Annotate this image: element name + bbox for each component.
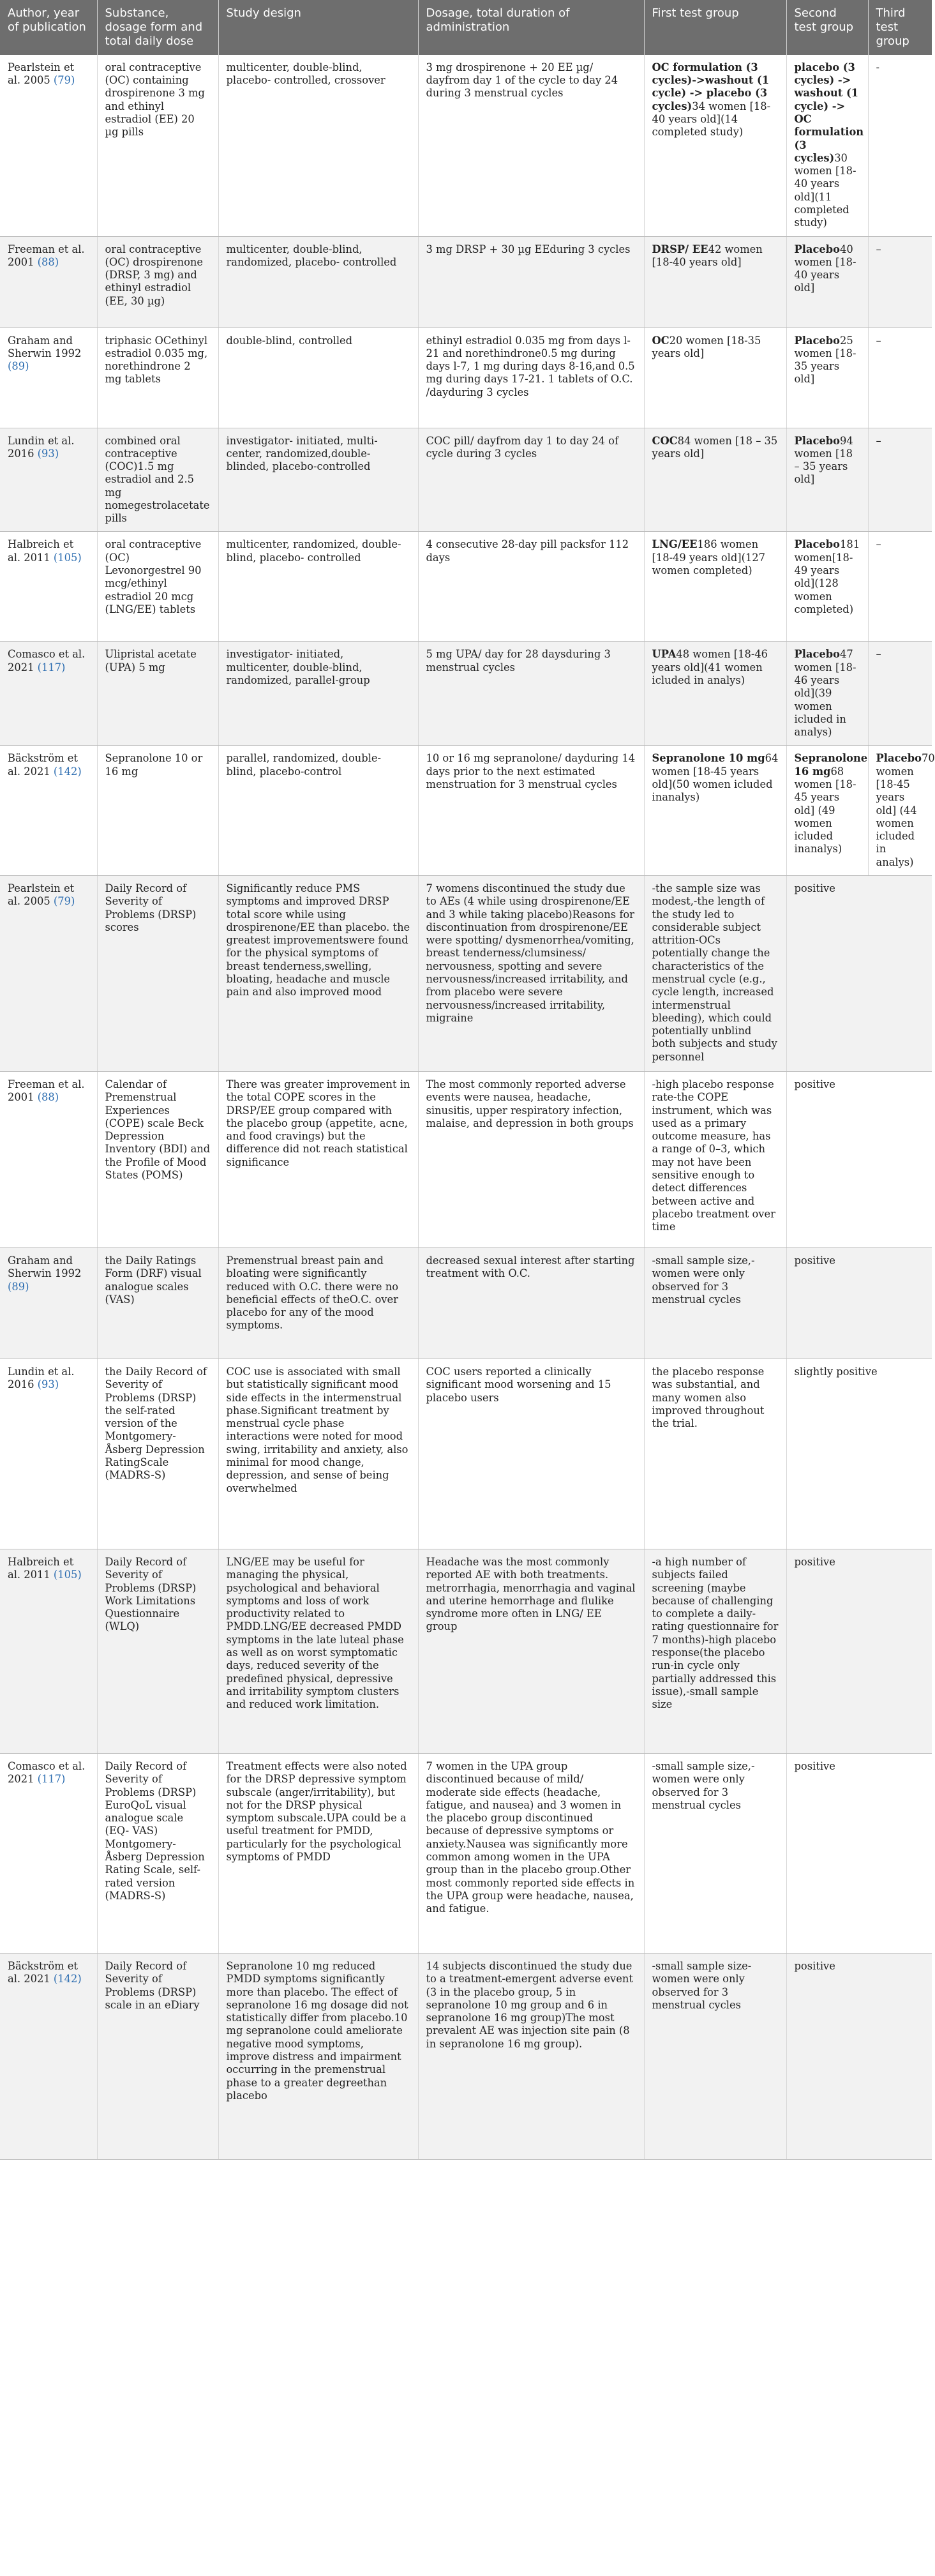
table-row [0,1753,932,1953]
first-group-cell: LNG/EE186 women [18-49 years old](127 women completed) [644,532,786,642]
author-cell: Halbreich et al. 2011 (105) [0,1549,97,1753]
dosage-cell: ethinyl estradiol 0.035 mg from days l-21 and norethindrone0.5 mg during days l-7, 1 mg during days 8-16,and 0.5 mg during days 17-21. 1 tablets of O.C. /dayduring 3 cycles [418,328,644,428]
scale-cell: Daily Record of Severity of Problems (DRSP) EuroQoL visual analogue scale (EQ- VAS) Montgomery-Åsberg Depression Rating Scale, self-rated version (MADRS-S) [97,1753,218,1953]
table-row [0,1071,932,1247]
reference-link[interactable]: (105) [53,551,82,564]
adverse-events-cell: The most commonly reported adverse events were nausea, headache, sinusitis, upper respiratory infection, malaise, and depression in both groups [418,1071,644,1247]
author-cell: Comasco et al. 2021 (117) [0,642,97,746]
second-group-cell: Placebo94 women [18 – 35 years old] [786,428,868,532]
result-cell: positive [786,1247,932,1359]
design-cell: parallel, randomized, double-blind, placebo-control [218,746,418,876]
third-group-cell: Placebo70 women [18-45 years old] (44 women icluded in analys) [868,746,932,876]
result-cell: positive [786,875,932,1071]
author-cell: Pearlstein et al. 2005 (79) [0,875,97,1071]
dosage-cell: 3 mg drospirenone + 20 EE µg/ dayfrom day 1 of the cycle to day 24 during 3 menstrual cycles [418,55,644,236]
adverse-events-cell: COC users reported a clinically significant mood worsening and 15 placebo users [418,1359,644,1549]
table-row [0,1359,932,1549]
result-cell: slightly positive [786,1359,932,1549]
table-row [0,1247,932,1359]
limitations-cell: -small sample size,-women were only observed for 3 menstrual cycles [644,1247,786,1359]
first-group-cell: DRSP/ EE42 women [18-40 years old] [644,236,786,328]
author-cell: Pearlstein et al. 2005 (79) [0,55,97,236]
adverse-events-cell: Headache was the most commonly reported AE with both treatments. metrorrhagia, menorrhagia and vaginal and uterine hemorrhage and flulike syndrome more often in LNG/ EE group [418,1549,644,1753]
substance-cell: triphasic OCethinyl estradiol 0.035 mg, norethindrone 2 mg tablets [97,328,218,428]
table-row [0,1953,932,2159]
scale-cell: Calendar of Premenstrual Experiences (COPE) scale Beck Depression Inventory (BDI) and the Profile of Mood States (POMS) [97,1071,218,1247]
second-group-cell: placebo (3 cycles) -> washout (1 cycle) -> OC formulation (3 cycles)30 women [18-40 years old](11 completed study) [786,55,868,236]
result-cell: positive [786,1549,932,1753]
reference-link[interactable]: (117) [37,1773,66,1786]
header-author: Author, year of publication [0,0,97,55]
table-row [0,55,932,236]
second-group-cell: Placebo181 women[18-49 years old](128 women completed) [786,532,868,642]
limitations-cell: -high placebo response rate-the COPE instrument, which was used as a primary outcome measure, has a range of 0–3, which may not have been sensitive enough to detect differences between active and placebo treatment over time [644,1071,786,1247]
table-row [0,236,932,328]
design-cell: multicenter, double-blind, randomized, placebo- controlled [218,236,418,328]
table-row [0,746,932,876]
design-cell: multicenter, double-blind, placebo- controlled, crossover [218,55,418,236]
scale-cell: Daily Record of Severity of Problems (DRSP) scores [97,875,218,1071]
outcome-cell: Sepranolone 10 mg reduced PMDD symptoms significantly more than placebo. The effect of sepranolone 16 mg dosage did not statistically differ from placebo.10 mg sepranolone could ameliorate negative mood symptoms, improve distress and impairment occurring in the premenstrual phase to a greater degreethan placebo [218,1953,418,2159]
scale-cell: Daily Record of Severity of Problems (DRSP) scale in an eDiary [97,1953,218,2159]
author-cell: Graham and Sherwin 1992 (89) [0,1247,97,1359]
scale-cell: the Daily Record of Severity of Problems (DRSP) the self-rated version of the Montgomery-Åsberg Depression RatingScale (MADRS-S) [97,1359,218,1549]
third-group-cell: – [868,642,932,746]
dosage-cell: 5 mg UPA/ day for 28 daysduring 3 menstrual cycles [418,642,644,746]
reference-link[interactable]: (88) [37,255,59,268]
first-group-cell: OC formulation (3 cycles)->washout (1 cycle) -> placebo (3 cycles)34 women [18-40 years old](14 completed study) [644,55,786,236]
first-group-cell: OC20 women [18-35 years old] [644,328,786,428]
third-group-cell: – [868,428,932,532]
author-cell: Bäckström et al. 2021 (142) [0,1953,97,2159]
second-group-cell: Placebo47 women [18-46 years old](39 women icluded in analys) [786,642,868,746]
reference-link[interactable]: (142) [53,765,82,778]
reference-link[interactable]: (88) [37,1091,59,1104]
header-first-group: First test group [644,0,786,55]
design-cell: multicenter, randomized, double-blind, placebo- controlled [218,532,418,642]
reference-link[interactable]: (93) [37,1378,59,1391]
author-cell: Halbreich et al. 2011 (105) [0,532,97,642]
author-cell: Lundin et al. 2016 (93) [0,428,97,532]
header-substance: Substance, dosage form and total daily dose [97,0,218,55]
outcome-cell: There was greater improvement in the total COPE scores in the DRSP/EE group compared with the placebo group (appetite, acne, and food cravings) but the difference did not reach statistical significance [218,1071,418,1247]
result-cell: positive [786,1071,932,1247]
second-group-cell: Placebo40 women [18-40 years old] [786,236,868,328]
limitations-cell: -the sample size was modest,-the length of the study led to considerable subject attrition-OCs potentially change the characteristics of the menstrual cycle (e.g., cycle length, increased intermenstrual bleeding), which could potentially unblind both subjects and study personnel [644,875,786,1071]
author-cell: Freeman et al. 2001 (88) [0,236,97,328]
substance-cell: Ulipristal acetate (UPA) 5 mg [97,642,218,746]
scale-cell: the Daily Ratings Form (DRF) visual analogue scales (VAS) [97,1247,218,1359]
third-group-cell: – [868,532,932,642]
scale-cell: Daily Record of Severity of Problems (DRSP) Work Limitations Questionnaire (WLQ) [97,1549,218,1753]
reference-link[interactable]: (105) [53,1569,82,1581]
adverse-events-cell: 7 women in the UPA group discontinued because of mild/ moderate side effects (headache, fatigue, and nausea) and 3 women in the placebo group discontinued because of depressive symptoms or anxiety.Nausea was significantly more common among women in the UPA group than in the placebo group.Other most commonly reported side effects in the UPA group were headache, nausea, and fatigue. [418,1753,644,1953]
reference-link[interactable]: (79) [53,74,75,87]
author-cell: Lundin et al. 2016 (93) [0,1359,97,1549]
substance-cell: Sepranolone 10 or 16 mg [97,746,218,876]
third-group-cell: - [868,55,932,236]
second-group-cell: Placebo25 women [18-35 years old] [786,328,868,428]
adverse-events-cell: decreased sexual interest after starting treatment with O.C. [418,1247,644,1359]
adverse-events-cell: 7 womens discontinued the study due to AEs (4 while using drospirenone/EE and 3 while taking placebo)Reasons for discontinuation from drospirenone/EE were spotting/ dysmenorrhea/vomiting, breast tenderness/clumsiness/ nervousness, spotting and severe nervousness/increased irritability, and from placebo were severe nervousness/increased irritability, migraine [418,875,644,1071]
header-second-group: Second test group [786,0,868,55]
author-cell: Comasco et al. 2021 (117) [0,1753,97,1953]
table-row [0,532,932,642]
first-group-cell: UPA48 women [18-46 years old](41 women icluded in analys) [644,642,786,746]
reference-link[interactable]: (93) [37,447,59,460]
first-group-cell: COC84 women [18 – 35 years old] [644,428,786,532]
limitations-cell: -small sample size,-women were only observed for 3 menstrual cycles [644,1753,786,1953]
substance-cell: oral contraceptive (OC) Levonorgestrel 90 mcg/ethinyl estradiol 20 mcg (LNG/EE) tablets [97,532,218,642]
dosage-cell: 10 or 16 mg sepranolone/ dayduring 14 days prior to the next estimated menstruation for 3 menstrual cycles [418,746,644,876]
substance-cell: oral contraceptive (OC) drospirenone (DRSP, 3 mg) and ethinyl estradiol (EE, 30 µg) [97,236,218,328]
design-cell: investigator- initiated, multi- center, randomized,double- blinded, placebo-controlled [218,428,418,532]
dosage-cell: COC pill/ dayfrom day 1 to day 24 of cycle during 3 cycles [418,428,644,532]
limitations-cell: -small sample size-women were only observed for 3 menstrual cycles [644,1953,786,2159]
table-row [0,1549,932,1753]
design-cell: investigator- initiated, multicenter, double-blind, randomized, parallel-group [218,642,418,746]
reference-link[interactable]: (89) [8,1280,29,1293]
outcome-cell: LNG/EE may be useful for managing the physical, psychological and behavioral symptoms and loss of work productivity related to PMDD.LNG/EE decreased PMDD symptoms in the late luteal phase as well as on worst symptomatic days, reduced severity of the predefined physical, depressive and irritability symptom clusters and reduced work limitation. [218,1549,418,1753]
dosage-cell: 3 mg DRSP + 30 µg EEduring 3 cycles [418,236,644,328]
outcome-cell: Treatment effects were also noted for the DRSP depressive symptom subscale (anger/irritability), but not for the DRSP physical symptom subscale.UPA could be a useful treatment for PMDD, particularly for the psychological symptoms of PMDD [218,1753,418,1953]
reference-link[interactable]: (117) [37,661,66,674]
table-row [0,642,932,746]
dosage-cell: 4 consecutive 28-day pill packsfor 112 days [418,532,644,642]
outcome-cell: Premenstrual breast pain and bloating were significantly reduced with O.C. there were no beneficial effects of theO.C. over placebo for any of the mood symptoms. [218,1247,418,1359]
header-study-design: Study design [218,0,418,55]
result-cell: positive [786,1953,932,2159]
table-row [0,328,932,428]
substance-cell: combined oral contraceptive (COC)1.5 mg estradiol and 2.5 mg nomegestrolacetate pills [97,428,218,532]
author-cell: Bäckström et al. 2021 (142) [0,746,97,876]
third-group-cell: – [868,328,932,428]
author-cell: Freeman et al. 2001 (88) [0,1071,97,1247]
outcome-cell: COC use is associated with small but statistically significant mood side effects in the intermenstrual phase.Significant treatment by menstrual cycle phase interactions were noted for mood swing, irritability and anxiety, also minimal for mood change, depression, and sense of being overwhelmed [218,1359,418,1549]
author-cell: Graham and Sherwin 1992 (89) [0,328,97,428]
reference-link[interactable]: (89) [8,360,29,373]
third-group-cell: – [868,236,932,328]
substance-cell: oral contraceptive (OC) containing drospirenone 3 mg and ethinyl estradiol (EE) 20 µg pills [97,55,218,236]
second-group-cell: Sepranolone 16 mg68 women [18-45 years old] (49 women icluded inanalys) [786,746,868,876]
header-dosage: Dosage, total duration of administration [418,0,644,55]
limitations-cell: -a high number of subjects failed screening (maybe because of challenging to complete a daily-rating questionnaire for 7 months)-high placebo response(the placebo run-in cycle only partially addressed this issue),-small sample size [644,1549,786,1753]
result-cell: positive [786,1753,932,1953]
adverse-events-cell: 14 subjects discontinued the study due to a treatment-emergent adverse event (3 in the placebo group, 5 in sepranolone 10 mg group and 6 in sepranolone 16 mg group)The most prevalent AE was injection site pain (8 in sepranolone 16 mg group). [418,1953,644,2159]
table-row [0,428,932,532]
limitations-cell: the placebo response was substantial, and many women also improved throughout the trial. [644,1359,786,1549]
header-row [0,0,932,55]
first-group-cell: Sepranolone 10 mg64 women [18-45 years old](50 women icluded inanalys) [644,746,786,876]
reference-link[interactable]: (79) [53,895,75,908]
table-row [0,875,932,1071]
header-third-group: Third test group [868,0,932,55]
design-cell: double-blind, controlled [218,328,418,428]
outcome-cell: Significantly reduce PMS symptoms and improved DRSP total score while using drospirenone/EE than placebo. the greatest improvementswere found for the physical symptoms of breast tenderness,swelling, bloating, headache and muscle pain and also improved mood [218,875,418,1071]
reference-link[interactable]: (142) [53,1973,82,1985]
